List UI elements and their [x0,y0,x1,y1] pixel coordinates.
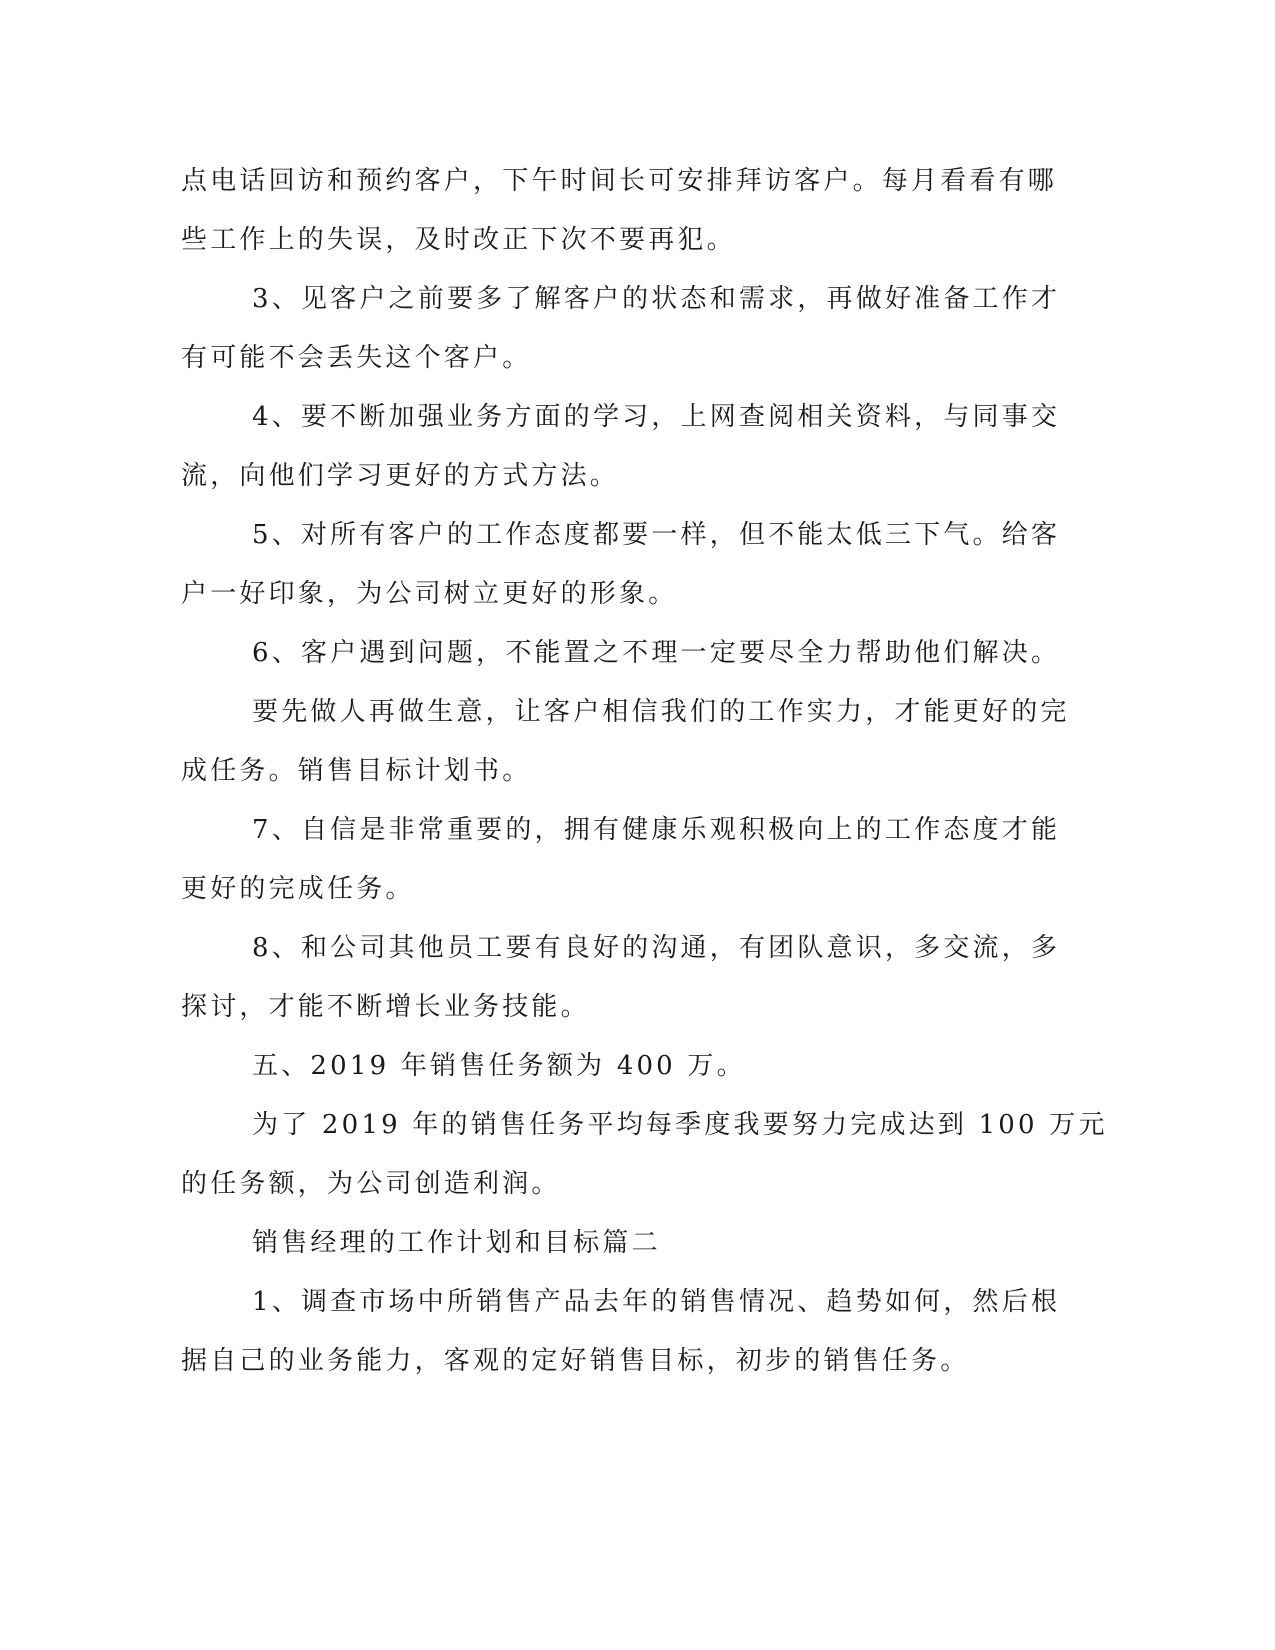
text-line: 3、见客户之前要多了解客户的状态和需求，再做好准备工作才 [252,284,1061,314]
text-line: 流，向他们学习更好的方式方法。 [181,461,620,491]
text-line: 更好的完成任务。 [181,874,415,904]
text-line: 的任务额，为公司创造利润。 [181,1169,561,1199]
text-line: 要先做人再做生意，让客户相信我们的工作实力，才能更好的完 [252,697,1070,727]
text-line: 8、和公司其他员工要有良好的沟通，有团队意识，多交流，多 [252,933,1061,963]
text-line: 户一好印象，为公司树立更好的形象。 [181,579,678,609]
text-line: 1、调查市场中所销售产品去年的销售情况、趋势如何，然后根 [252,1287,1061,1317]
text-line: 成任务。销售目标计划书。 [181,756,532,786]
text-line: 5、对所有客户的工作态度都要一样，但不能太低三下气。给客 [252,520,1061,550]
text-line: 为了 2019 年的销售任务平均每季度我要努力完成达到 100 万元 [252,1110,1108,1140]
text-line: 探讨，才能不断增长业务技能。 [181,992,590,1022]
text-line: 些工作上的失误，及时改正下次不要再犯。 [181,225,736,255]
section-heading: 销售经理的工作计划和目标篇二 [252,1228,661,1258]
text-line: 有可能不会丢失这个客户。 [181,343,532,373]
text-line: 据自己的业务能力，客观的定好销售目标，初步的销售任务。 [181,1346,970,1376]
text-line: 6、客户遇到问题，不能置之不理一定要尽全力帮助他们解决。 [252,638,1061,668]
text-line: 五、2019 年销售任务额为 400 万。 [252,1051,746,1081]
text-line: 4、要不断加强业务方面的学习，上网查阅相关资料，与同事交 [252,402,1061,432]
text-line: 7、自信是非常重要的，拥有健康乐观积极向上的工作态度才能 [252,815,1061,845]
text-line: 点电话回访和预约客户，下午时间长可安排拜访客户。每月看看有哪 [181,166,1058,196]
